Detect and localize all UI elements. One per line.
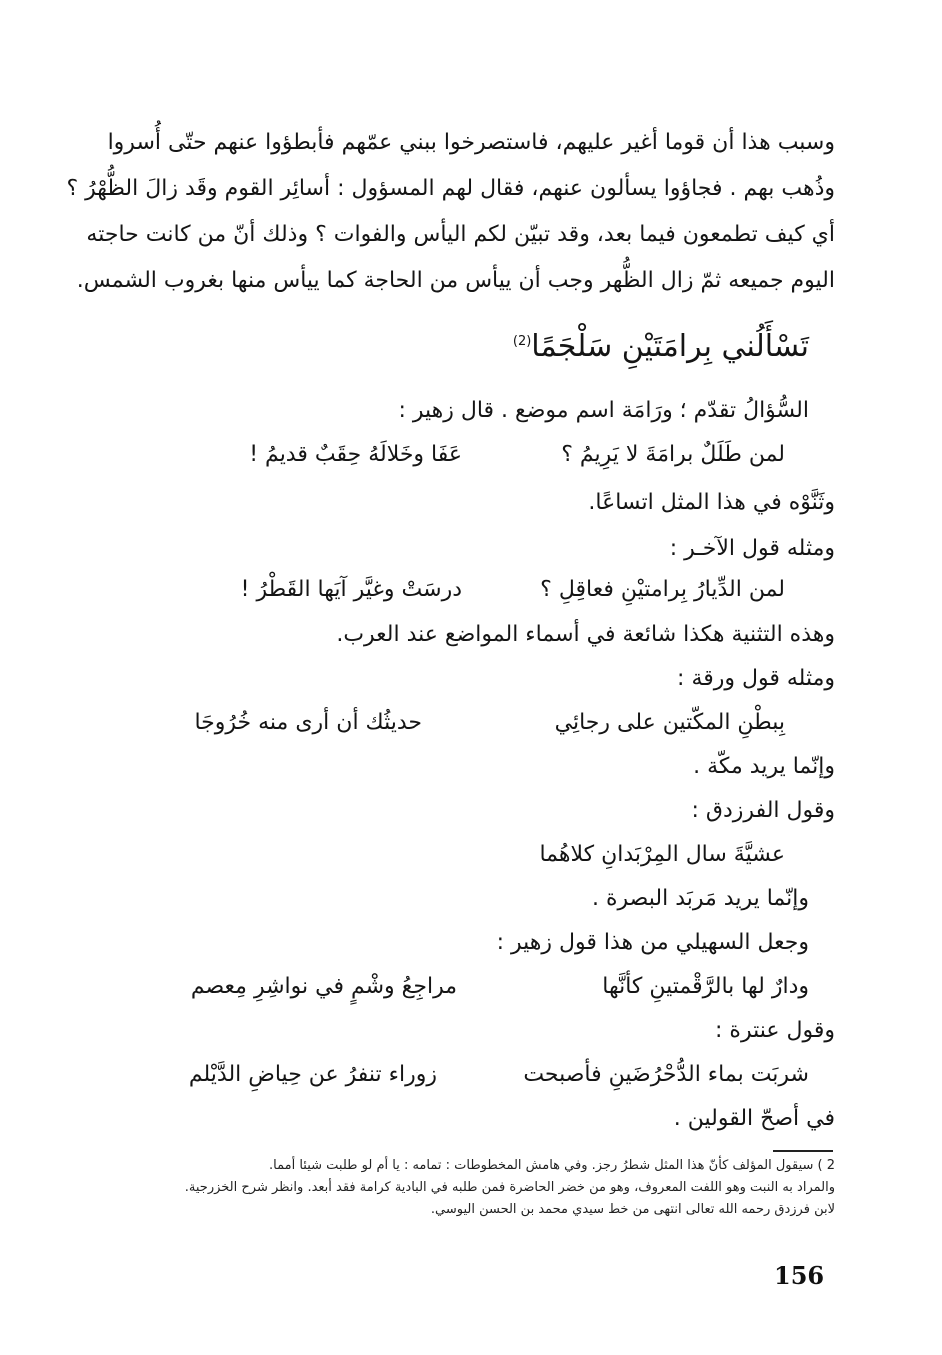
footnote-line-3: لابن فرزدق رحمه الله تعالى انتهى من خط سيدي محمد بن الحسن اليوسي. — [430, 1202, 835, 1217]
footnote-rule — [773, 1150, 833, 1152]
verse-5-right: ودارٌ لها بالرَّقْمتينِ كأنَّها — [602, 974, 809, 999]
proverb-heading — [513, 322, 809, 367]
paragraph-line-4: اليوم جميعه ثمّ زال الظُّهر وجب أن ييأس من الحاجة كما ييأس منها بغروب الشمس. — [76, 268, 835, 293]
text-line-8: وإنّما يريد مَربَد البصرة . — [592, 886, 809, 911]
page-number: 156 — [774, 1261, 825, 1290]
footnote-marker: (2) — [512, 334, 532, 349]
verse-5-left: مراجِعُ وشْمٍ في نواشِرِ مِعصم — [190, 974, 457, 999]
verse-2-right: لمن الدِّيارُ بِرامتيْنِ فعاقِلِ ؟ — [540, 577, 785, 602]
text-line-9: وجعل السهيلي من هذا قول زهير : — [496, 930, 809, 955]
proverb-heading-text: تَسْأَلُني بِرامَتَيْنِ سَلْجَمًا — [531, 329, 809, 364]
text-line-5: ومثله قول ورقة : — [677, 666, 835, 691]
text-line-3: ومثله قول الآخـر : — [669, 536, 835, 561]
verse-1-right: لمن طَلَلٌ برامَةَ لا يَرِيمُ ؟ — [561, 442, 785, 467]
verse-4-right: عشيَّةَ سال المِرْبَدانِ كلاهُما — [539, 842, 785, 867]
text-line-1: السُّؤالُ تقدّم ؛ ورَامَة اسم موضع . قال زهير : — [398, 398, 809, 423]
text-line-4: وهذه التثنية هكذا شائعة في أسماء المواضع عند العرب. — [336, 622, 835, 647]
verse-3-left: حديثُك أن أرى منه خُرُوجَا — [194, 710, 422, 735]
verse-6-right: شربَت بماء الدُّحْرُضَينِ فأصبحت — [523, 1062, 809, 1087]
verse-1-left: عَفَا وخَلالَهُ حِقَبٌ قديمُ ! — [249, 442, 462, 467]
paragraph-line-3: أي كيف تطمعون فيما بعد، وقد تبيّن لكم اليأس والفوات ؟ وذلك أنّ من كانت حاجته — [86, 222, 835, 247]
paragraph-line-1: وسبب هذا أن قوما أغير عليهم، فاستصرخوا ببني عمّهم فأبطؤوا عنهم حتّى أُسروا — [107, 130, 835, 155]
footnote-line-2: والمراد به النبت وهو اللفت المعروف، وهو من خضر الحاضرة فمن طلبه في البادية كرامة فقد أبعد. وانظر شرح الخزرجية. — [184, 1180, 835, 1195]
footnote-line-1: 2 ) سيقول المؤلف كأنّ هذا المثل شطرُ رجز. وفي هامش المخطوطات : تمامه : يا أم لو طلبت شيئا أمما. — [269, 1158, 835, 1173]
text-line-2: وثَنَّوْه في هذا المثل اتساعًا. — [588, 490, 835, 515]
verse-6-left: زوراء تنفرُ عن حِياضِ الدَّيْلم — [188, 1062, 437, 1087]
text-line-11: في أصحّ القولين . — [673, 1106, 835, 1131]
text-line-7: وقول الفرزدق : — [691, 798, 835, 823]
text-line-10: وقول عنترة : — [715, 1018, 835, 1043]
verse-3-right: بِبطْنِ المكّتين على رجائِي — [554, 710, 785, 735]
paragraph-line-2: وذُهب بهم . فجاؤوا يسألون عنهم، فقال لهم المسؤول : أسائِر القوم وقَد زالَ الظُّهْرُ ؟ — [66, 176, 835, 201]
text-line-6: وإنّما يريد مكّة . — [693, 754, 835, 779]
verse-2-left: درسَتْ وغيَّر آيَها القَطْرُ ! — [240, 577, 462, 602]
